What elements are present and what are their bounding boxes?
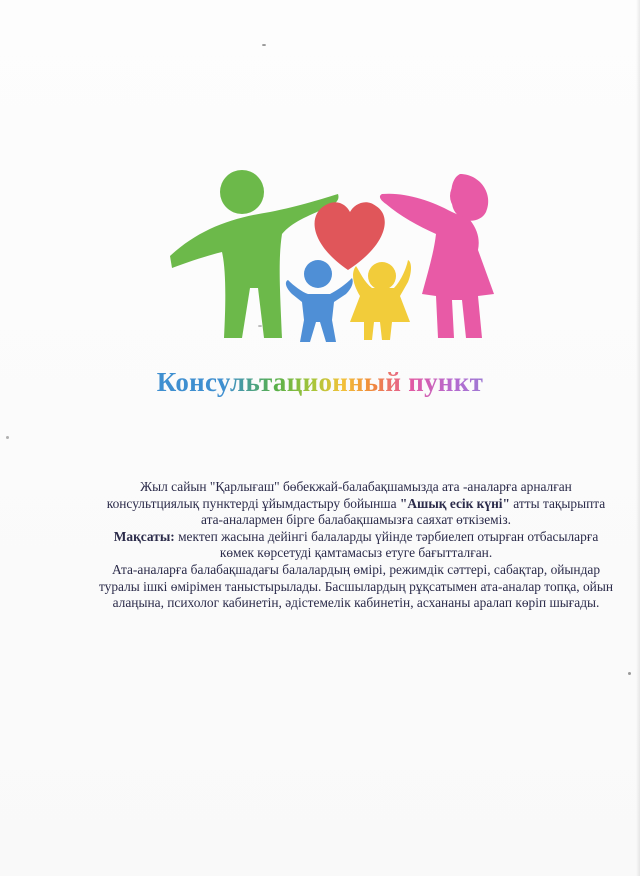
goal-text: мектеп жасына дейінгі балаларды үйінде тәрбиелеп отырған отбасыларға көмек көрсетуді қамтамасыз етуге бағытталған. [174,528,599,561]
goal-label: Мақсаты: [113,528,175,544]
paragraph-intro [96,479,616,529]
scan-speck [6,436,9,439]
paragraph-goal [96,529,616,562]
page-edge [636,0,640,876]
boy-figure [286,260,353,342]
heart-icon [315,202,385,270]
page-title: Консультационный пункт [0,367,640,398]
open-day-highlight: "Ашық есік күні" [399,495,510,511]
paragraph-intro-pre: Жыл сайын "Қарлығаш" бөбекжай-балабақшамызда ата -аналарға арналған консультциялық пунктерді ұйымдастыру бойынша [106,479,572,511]
body-text [96,479,616,612]
family-icon [160,160,500,360]
scan-speck [628,672,631,675]
paragraph-details: Ата-аналарға балабақшадағы балалардың өмірі, режимдік сәттері, сабақтар, ойындар туралы ішкі өмірімен таныстырылады. Басшылардың рұқсатымен ата-аналар топқа, ойын алаңына, психолог кабинетін, әдістемелік кабинетін, асхананы аралап көріп шығады. [98,561,614,611]
paragraph-intro-post: атты тақырыпта ата-аналармен бірге балабақшамызға саяхат өткіземіз. [201,495,606,528]
scan-speck [262,44,266,46]
girl-figure [350,260,411,340]
